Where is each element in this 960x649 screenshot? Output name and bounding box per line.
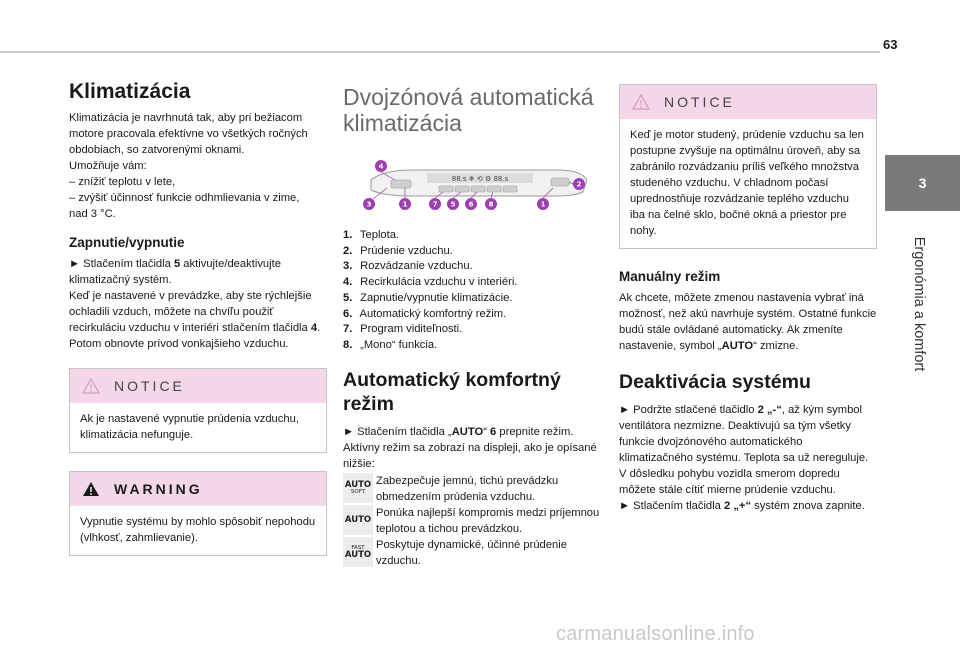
intro-line: motore pracovala efektívne vo všetkých ročných <box>69 128 308 140</box>
intro-line: – zvýšiť účinnosť funkcie odhmlievania v zime, <box>69 192 300 204</box>
mode-description: Zabezpečuje jemnú, tichú prevádzku obmedzením prúdenia vzduchu. <box>376 474 559 503</box>
callout-4: 4 <box>378 162 384 171</box>
title-line: Dvojzónová automatická <box>343 84 594 110</box>
column-1 <box>69 80 327 556</box>
notice-icon <box>82 378 100 394</box>
notice-text: Keď je motor studený, prúdenie vzduchu sa len postupne zvyšuje na optimálnu úroveň, aby sa zabránilo rozvádzaniu príliš veľkého množstva studeného vzduchu. V chladnom počasí uprednostňuje rozvádzanie teplého vzduchu iba na čelné sklo, bočné okná a priestor pre nohy. <box>630 129 864 237</box>
deactivation-heading: Deaktivácia systému <box>619 371 811 393</box>
notice-box-2 <box>619 84 877 249</box>
notice-icon <box>632 94 650 110</box>
onoff-heading: Zapnutie/vypnutie <box>69 235 185 250</box>
manual-mode-heading: Manuálny režim <box>619 269 721 284</box>
column-2 <box>343 80 601 569</box>
auto-mode-text: ► Stlačením tlačidla „AUTO“ 6 prepnite režim. Aktívny režim sa zobrazí na displeji, ako je opísané nižšie: <box>343 425 597 470</box>
intro-line: Umožňuje vám: <box>69 160 147 172</box>
panel-display: 88.s ❄ ⟲ ⚙ 88.s <box>451 175 509 183</box>
callout-2: 2 <box>576 180 582 189</box>
page-number: 63 <box>883 37 898 52</box>
intro-line: Klimatizácia je navrhnutá tak, aby pri bežiacom <box>69 112 303 124</box>
warning-icon <box>82 481 100 497</box>
callout-8: 8 <box>488 200 494 209</box>
section-title-klimatizacia: Klimatizácia <box>69 80 191 103</box>
column-3 <box>619 84 877 514</box>
notice-title: NOTICE <box>114 378 185 394</box>
chapter-title: Ergonómia a komfort <box>911 236 927 372</box>
list-item: 7. Program viditeľnosti. <box>343 323 463 336</box>
mode-description: Poskytuje dynamické, účinné prúdenie vzduchu. <box>376 538 567 567</box>
mode-normal <box>343 505 601 537</box>
warning-text: Vypnutie systému by mohlo spôsobiť nepohodu (vlhkosť, zahmlievanie). <box>80 516 316 544</box>
auto-soft-icon: AUTO SOFT <box>343 473 373 503</box>
chapter-label-wrap <box>908 218 928 393</box>
mode-soft <box>343 473 601 505</box>
heading-line: Automatický komfortný <box>343 368 561 391</box>
notice-box <box>69 368 327 453</box>
onoff-text: ► Stlačením tlačidla 5 aktivujte/deaktivujte klimatizačný systém. Keď je nastavené v prevádzke, aby ste rýchlejšie ochladili vzduch, môžete na chvíľu použiť recirkuláciu vzduchu v interiéri stlačením tlačidla 4. Potom obnovte prívod vonkajšieho vzduchu. <box>69 258 321 350</box>
list-item: 4. Recirkulácia vzduchu v interiéri. <box>343 276 518 289</box>
control-panel-illustration <box>343 158 601 214</box>
notice-text: Ak je nastavené vypnutie prúdenia vzduchu, klimatizácia nefunguje. <box>80 413 299 441</box>
mode-description: Ponúka najlepší kompromis medzi príjemnou teplotou a tichou prevádzkou. <box>376 506 600 535</box>
callout-3: 3 <box>366 200 372 209</box>
control-panel-figure <box>343 158 601 214</box>
header-rule <box>0 51 880 53</box>
warning-title: WARNING <box>114 481 203 497</box>
list-item: 8. „Mono“ funkcia. <box>343 338 438 351</box>
mode-fast <box>343 537 601 569</box>
list-item: 6. Automatický komfortný režim. <box>343 307 507 320</box>
intro-line: obdobiach, so zatvorenými oknami. <box>69 144 245 156</box>
manual-mode-text: Ak chcete, môžete zmenou nastavenia vybrať iná možnosť, než akú navrhuje systém. Ostatné funkcie budú stále ovládané automaticky. Ak zmeníte nastavenie, symbol „AUTO“ zmizne. <box>619 292 877 352</box>
list-item: 5. Zapnutie/vypnutie klimatizácie. <box>343 291 513 304</box>
heading-line: režim <box>343 392 394 415</box>
title-line: klimatizácia <box>343 110 462 136</box>
section-title-dvojzonova <box>343 84 601 136</box>
auto-fast-icon: FAST AUTO <box>343 537 373 567</box>
callout-1: 1 <box>402 200 408 209</box>
callout-6: 6 <box>468 200 474 209</box>
list-item: 1. Teplota. <box>343 229 400 241</box>
callout-7: 7 <box>432 200 438 209</box>
watermark: carmanualsonline.info <box>556 623 755 645</box>
notice-title: NOTICE <box>664 94 735 110</box>
intro-text <box>69 110 327 222</box>
list-item: 3. Rozvádzanie vzduchu. <box>343 260 473 273</box>
intro-line: nad 3 °C. <box>69 208 116 220</box>
list-item: 2. Prúdenie vzduchu. <box>343 244 453 257</box>
auto-mode-heading <box>343 368 601 416</box>
deactivation-text: ► Podržte stlačené tlačidlo 2 „-“, až kým symbol ventilátora nezmizne. Deaktivujú sa tým všetky funkcie dvojzónového automatického klimatizačného systému. Teplota sa už nereguluje. V dôsledku pohybu vozidla smerom dopredu môžete stále cítiť mierne prúdenie vzduchu. ► Stlačením tlačidla 2 „+“ systém znova zapnite. <box>619 404 869 512</box>
legend-list <box>343 228 601 354</box>
callout-5: 5 <box>450 200 456 209</box>
callout-1b: 1 <box>540 200 546 209</box>
auto-icon: AUTO <box>343 505 373 535</box>
warning-box <box>69 471 327 556</box>
intro-line: – znížiť teplotu v lete, <box>69 176 176 188</box>
chapter-tab[interactable]: 3 <box>885 155 960 211</box>
